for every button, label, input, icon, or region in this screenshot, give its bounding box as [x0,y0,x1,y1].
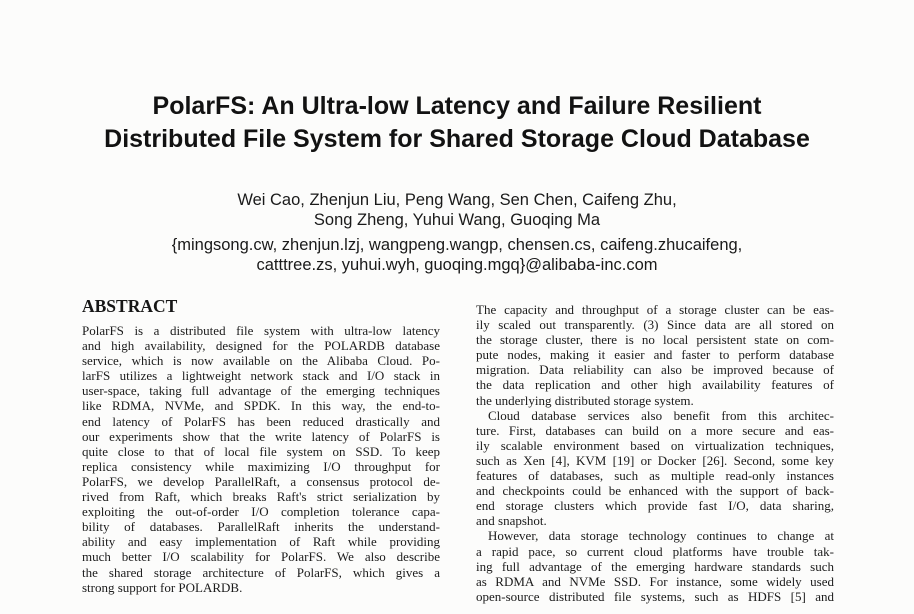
paper-title-line: Distributed File System for Shared Storage Cloud Database [104,125,810,153]
abstract-line: ability and easy implementation of Raft while providing [82,534,440,550]
email-line: catttree.zs, yuhui.wyh, guoqing.mgq}@alibaba-inc.com [256,256,658,274]
abstract-line: the shared storage architecture of PolarFS, which gives a [82,564,440,580]
body-line: pute nodes, making it easier and faster to perform database [476,347,834,363]
body-line: and checkpoints could be enhanced with the support of back- [476,483,834,499]
paper-title [0,90,914,156]
body-line: and snapshot. [476,513,547,529]
body-line: ily scalable environment based on virtualization techniques, [476,437,834,453]
body-line: ture. First, databases can build on a more secure and eas- [476,422,834,438]
abstract-line: service, which is now available on the Alibaba Cloud. Po- [82,353,440,369]
author-line: Song Zheng, Yuhui Wang, Guoqing Ma [313,211,601,229]
body-line: Cloud database services also benefit from this architec- [488,407,834,423]
body-line: migration. Data reliability can also be improved because of [476,362,834,378]
body-line: ily scaled out transparently. (3) Since data are all stored on [476,317,834,333]
abstract-body [82,323,440,595]
abstract-line: user-space, taking full advantage of the emerging techniques [82,383,440,399]
body-line: The capacity and throughput of a storage cluster can be eas- [476,302,834,317]
body-line: However, data storage technology continues to change at [488,528,834,544]
abstract-line: quite close to that of local file system on SSD. To keep [82,443,440,459]
abstract-line: exploiting the out-of-order I/O completion tolerance capa- [82,504,440,520]
body-line: as RDMA and NVMe SSD. For instance, some widely used [476,573,834,589]
abstract-line: PolarFS is a distributed file system with ultra-low latency [82,323,440,338]
body-line: the storage cluster, there is no local persistent state on com- [476,332,834,348]
abstract-line: larFS utilizes a lightweight network stack and I/O stack in [82,368,440,384]
email-line: {mingsong.cw, zhenjun.lzj, wangpeng.wangp, chensen.cs, caifeng.zhucaifeng, [171,236,743,254]
abstract-line: rived from Raft, which breaks Raft's strict serialization by [82,489,440,505]
author-line: Wei Cao, Zhenjun Liu, Peng Wang, Sen Chen, Caifeng Zhu, [237,191,677,209]
body-line: the data replication and other high availability features of [476,377,834,393]
abstract-line: like RDMA, NVMe, and SPDK. In this way, the end-to- [82,398,440,414]
body-line: a rapid pace, so current cloud platforms have trouble tak- [476,543,834,559]
abstract-line: replica consistency while maximizing I/O throughput for [82,458,440,474]
abstract-line: much better I/O scalability for PolarFS. We also describe [82,549,440,565]
abstract-line: end latency of PolarFS has been reduced drastically and [82,413,440,429]
body-line: end storage clusters which provide fast I/O, data sharing, [476,498,834,514]
abstract-line: bility of databases. ParallelRaft inherits the understand- [82,519,440,535]
abstract-line: and high availability, designed for the POLARDB database [82,338,440,354]
body-line: such as Xen [4], KVM [19] or Docker [26]. Second, some key [476,452,834,468]
body-line: ing full advantage of the emerging hardware standards such [476,558,834,574]
body-line: features of databases, such as multiple read-only instances [476,468,834,484]
abstract-line: our experiments show that the write latency of PolarFS is [82,428,440,444]
body-line: the underlying distributed storage system. [476,392,694,408]
author-emails [0,235,914,275]
author-list [0,190,914,230]
abstract-line: PolarFS, we develop ParallelRaft, a consensus protocol de- [82,473,440,489]
body-line: open-source distributed file systems, such as HDFS [5] and [476,588,834,604]
right-column-body [476,302,834,604]
abstract-heading: ABSTRACT [82,296,178,316]
abstract-line: strong support for POLARDB. [82,579,243,595]
paper-title-line: PolarFS: An Ultra-low Latency and Failure Resilient [152,92,762,120]
